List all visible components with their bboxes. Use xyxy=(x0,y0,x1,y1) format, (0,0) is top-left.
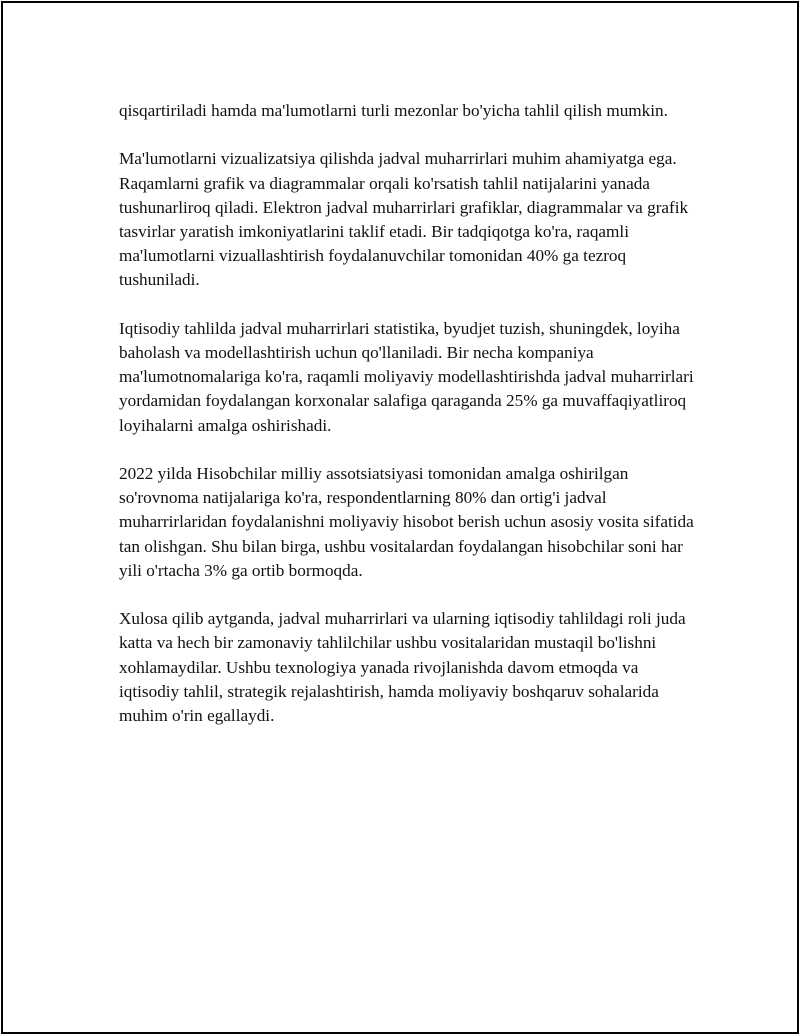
paragraph-visualization: Ma'lumotlarni vizualizatsiya qilishda jadval muharrirlari muhim ahamiyatga ega. Raqamlarni grafik va diagrammalar orqali ko'rsatish tahlil natijalarini yanada tushunarliroq qiladi. Elektron jadval muharrirlari grafiklar, diagrammalar va grafik tasvirlar yaratish imkoniyatlarini taklif etadi. Bir tadqiqotga ko'ra, raqamli ma'lumotlarni vizuallashtirish foydalanuvchilar tomonidan 40% ga tezroq tushuniladi. xyxy=(119,149,689,290)
paragraph-conclusion: Xulosa qilib aytganda, jadval muharrirlari va ularning iqtisodiy tahlildagi roli juda katta va hech bir zamonaviy tahlilchilar ushbu vositalaridan mustaqil bo'lishni xohlamaydilar. Ushbu texnologiya yanada rivojlanishda davom etmoqda va iqtisodiy tahlil, strategik rejalashtirish, hamda moliyaviy boshqaruv sohalarida muhim o'rin egallaydi. xyxy=(119,609,686,726)
paragraph-survey-results: 2022 yilda Hisobchilar milliy assotsiatsiyasi tomonidan amalga oshirilgan so'rovnoma natijalariga ko'ra, respondentlarning 80% dan ortig'i jadval muharrirlaridan foydalanishni moliyaviy hisobot berish uchun asosiy vosita sifatida tan olishgan. Shu bilan birga, ushbu vositalardan foydalangan hisobchilar soni har yili o'rtacha 3% ga ortib bormoqda. xyxy=(119,464,694,580)
paragraph-continuation: qisqartiriladi hamda ma'lumotlarni turli mezonlar bo'yicha tahlil qilish mumkin. xyxy=(119,101,668,120)
document-body xyxy=(119,99,699,752)
paragraph-economic-analysis: Iqtisodiy tahlilda jadval muharrirlari statistika, byudjet tuzish, shuningdek, loyiha baholash va modellashtirish uchun qo'llaniladi. Bir necha kompaniya ma'lumotnomalariga ko'ra, raqamli moliyaviy modellashtirishda jadval muharrirlari yordamidan foydalangan korxonalar salafiga qaraganda 25% ga muvaffaqiyatliroq loyihalarni amalga oshirishadi. xyxy=(119,318,694,435)
document-page xyxy=(1,1,799,1034)
